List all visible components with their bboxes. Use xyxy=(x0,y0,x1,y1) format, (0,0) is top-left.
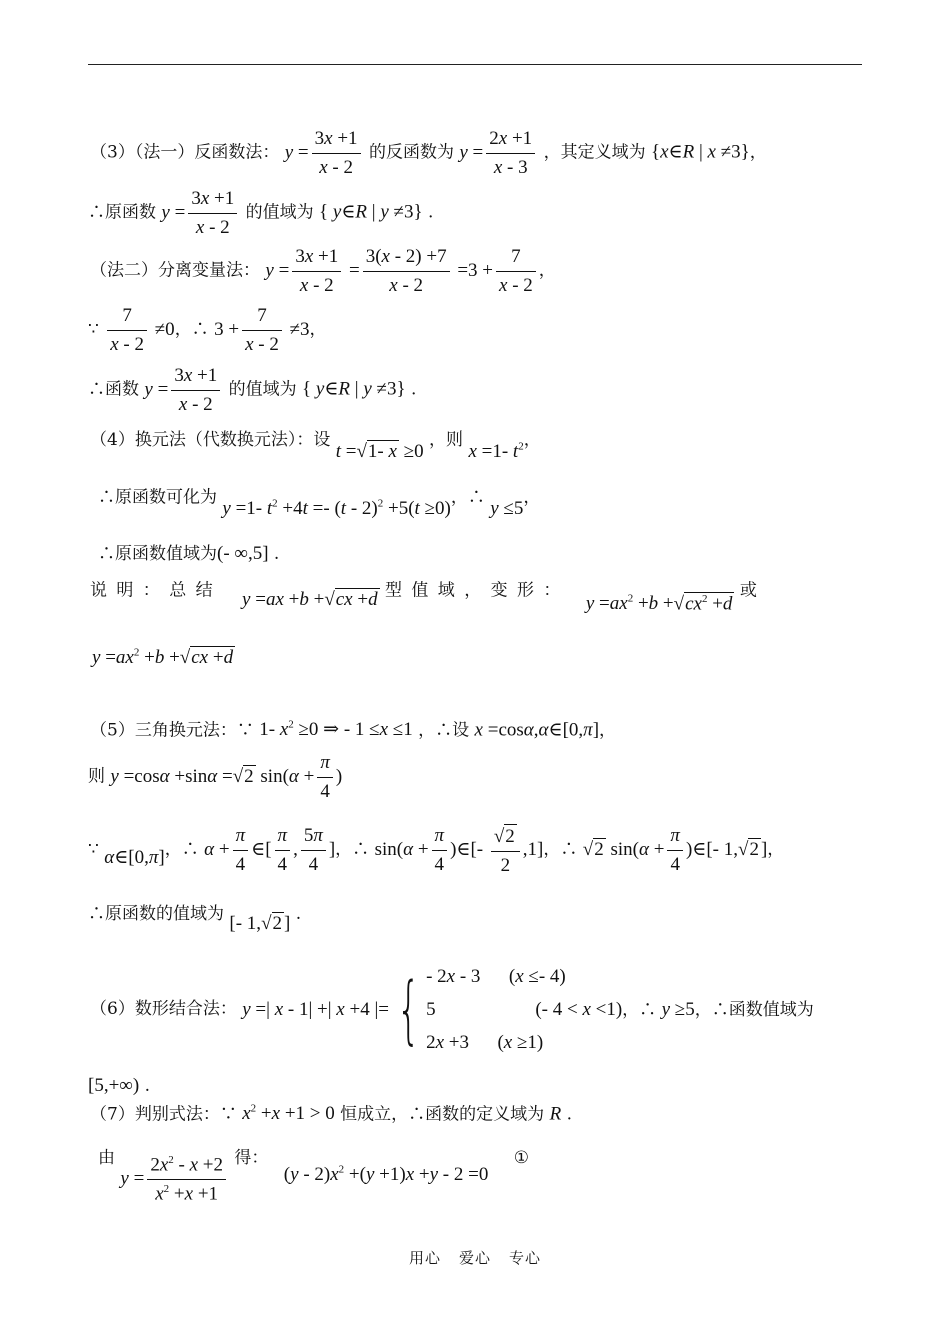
line-trig-expr: 则 y =cosα +sinα =√2 sin(α + $\frac{\pi}{4}$ ) xyxy=(88,752,343,802)
line-because: ∵ $\frac{7}{x - 2}$ ≠0，∴ 3 + $\frac{7}{x - 2}$ ≠3， xyxy=(88,305,327,355)
line-variant: $y =ax^2 +b +√cx +d$ xyxy=(92,646,234,668)
header-rule xyxy=(88,64,862,65)
line-range-inverse: ∴原函数 y = $\frac{3x +1}{x - 2}$ 的值域为 { y∈R | y ≠3} . xyxy=(88,188,434,238)
line-method-discriminant: （7）判别式法：∵ $x^2 +x +1 > 0$ 恒成立，∴函数的定义域为 R . xyxy=(90,1103,572,1125)
line-range-graph: [5,+∞) . xyxy=(88,1075,150,1096)
line-range-substitution: ∴原函数值域为(- ∞,5] . xyxy=(98,543,280,564)
page-footer: 用心 爱心 专心 xyxy=(408,1249,542,1267)
line-method-trig: （5）三角换元法：∵ 1- $x^2 \ge 0$ ⇒ - 1 ≤x ≤1 ，∴设 x =cosα,α∈[0,π]， xyxy=(90,719,617,741)
line-method-inverse: （3）（法一）反函数法： y = $\frac{3x +1}{x - 2}$ 的反函数为 y = $\frac{2x +1}{x - 3}$ ，其定义域为 {x∈R | x ≠3}， xyxy=(90,128,767,178)
piecewise-cases: - 2x - 3 (x ≤- 4) 5 (- 4 < x <1) 2x +3 (x ≥1) xyxy=(426,966,623,1053)
line-method-substitution: （4）换元法（代数换元法）：设 t =√1- x ≥0 ，则 x =1- $t^2$， xyxy=(90,430,541,462)
line-rewrite: ∴原函数可化为 y =1- $t^2 +4t =- (t - 2)^2 +5(t \ge 0)$，∴ y ≤5， xyxy=(98,487,541,520)
line-equation-1: 由 y = $\frac{2x^2 - x +2}{x^2 +x +1}$ 得： $(y - 2)x^2 +(y +1)x +y - 2 =0$ ① xyxy=(98,1148,529,1205)
line-range-trig: ∴原函数的值域为 [- 1,√2 ] . xyxy=(88,904,302,934)
line-note: 说 明 ： 总 结 y =ax +b +√cx +d 型 值 域 ， 变 形 ： $y =ax^2 +b +√cx^2 +d$ 或 xyxy=(90,580,757,615)
line-range-separation: ∴函数 y = $\frac{3x +1}{x - 2}$ 的值域为 { y∈R | y ≠3} . xyxy=(88,365,417,415)
line-method-separation: （法二）分离变量法： y = $\frac{3x +1}{x - 2}$ = $\frac{3(x - 2) +7}{x - 2}$ =3 + $\frac{7}{x - 2}$ ， xyxy=(90,246,556,296)
line-method-graph: （6）数形结合法： y =| x - 1| +| x +4 |= { - 2x - 3 (x ≤- 4) 5 (- 4 < x <1) 2x +3 (x ≥1) ，∴ y ≥5，∴函数值域为 xyxy=(90,960,814,1059)
line-trig-chain: ∵ α∈[0,π]，∴ α + $\frac{\pi}{4}$ ∈[ $\frac{\pi}{4}$ , $\frac{5\pi}{4}$ ]，∴ sin(α + $\frac{\pi}{4}$ )∈[- $\frac{√2}{2}$ ,1]，∴ √2 sin(α + $\frac{\pi}{4}$ )∈[- 1,√2 ]， xyxy=(88,825,785,876)
